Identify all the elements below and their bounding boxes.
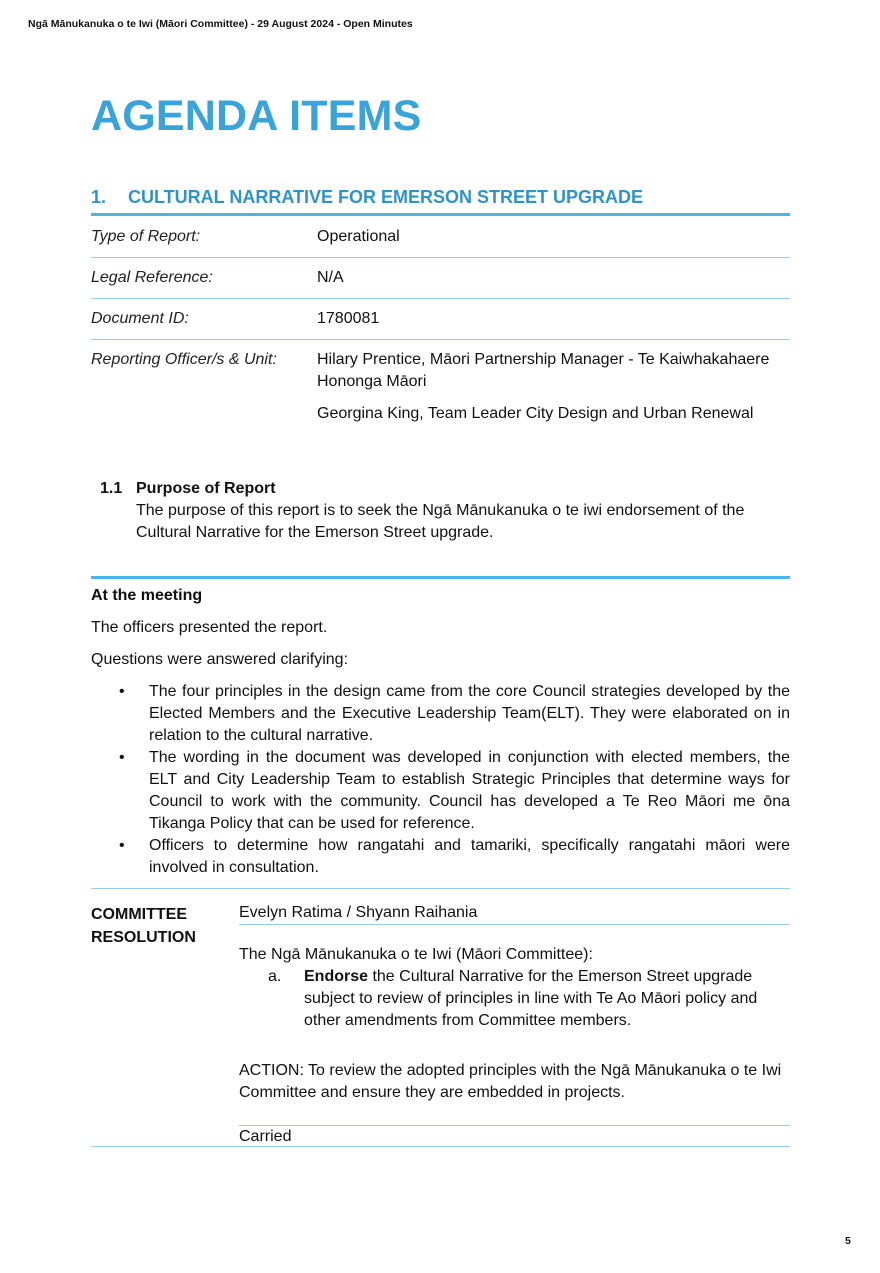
- purpose-section: [100, 478, 790, 544]
- meta-value-text: Operational: [317, 228, 400, 245]
- agenda-title: AGENDA ITEMS: [91, 92, 422, 140]
- meta-row: [91, 217, 790, 258]
- meta-value: [317, 258, 790, 299]
- meta-label: Legal Reference:: [91, 258, 317, 299]
- list-item: [91, 681, 790, 747]
- list-item: [91, 835, 790, 879]
- questions-intro: Questions were answered clarifying:: [91, 651, 349, 668]
- resolution-item: [239, 966, 790, 1032]
- meeting-heading: At the meeting: [91, 587, 203, 604]
- resolution-outcome: Carried: [239, 1128, 292, 1145]
- list-item-text: The wording in the document was developed in conjunction with elected members, the ELT and City Leadership Team to establish Strategic Principles that determine ways for Council to work with the community. Council has developed a Te Reo Māori me ōna Tikanga Policy that can be used for reference.: [149, 749, 790, 832]
- resolution-movers: Evelyn Ratima / Shyann Raihania: [239, 902, 790, 925]
- bullet-icon: •: [119, 683, 125, 700]
- meta-label: Document ID:: [91, 299, 317, 340]
- resolution-label: [91, 903, 231, 949]
- meta-row: [91, 299, 790, 340]
- purpose-heading: [100, 478, 790, 500]
- meta-value-text: N/A: [317, 269, 344, 286]
- resolution-action: ACTION: To review the adopted principles with the Ngā Mānukanuka o te Iwi Committee and ensure they are embedded in projects.: [239, 1062, 782, 1101]
- resolution-committee: The Ngā Mānukanuka o te Iwi (Māori Committee):: [239, 946, 593, 963]
- purpose-number: 1.1: [100, 480, 123, 497]
- resolution-body: [239, 944, 790, 1104]
- meta-value-text: 1780081: [317, 310, 380, 327]
- questions-list: [91, 681, 790, 879]
- resolution-top-rule: [91, 888, 790, 889]
- resolution-item-text: the Cultural Narrative for the Emerson Street upgrade subject to review of principles in line with Te Ao Māori policy and other amendments from Committee members.: [304, 968, 758, 1029]
- list-item-text: Officers to determine how rangatahi and tamariki, specifically rangatahi māori were involved in consultation.: [149, 837, 790, 876]
- page-number: 5: [845, 1235, 851, 1247]
- running-header: Ngā Mānukanuka o te Iwi (Māori Committee) - 29 August 2024 - Open Minutes: [28, 18, 413, 30]
- bullet-icon: •: [119, 837, 125, 854]
- meta-row: [91, 340, 790, 435]
- meta-row: [91, 258, 790, 299]
- list-item-text: The four principles in the design came from the core Council strategies developed by the Elected Members and the Executive Leadership Team(ELT). They were elaborated on in relation to the cultural narrative.: [149, 683, 790, 744]
- resolution-label-line: COMMITTEE: [91, 906, 187, 923]
- meta-label: Reporting Officer/s & Unit:: [91, 351, 277, 368]
- purpose-title: Purpose of Report: [136, 480, 276, 497]
- meta-value: [317, 340, 790, 435]
- report-meta-table: [91, 217, 790, 434]
- item-number: 1.: [91, 187, 107, 207]
- carried-rule: [239, 1125, 790, 1126]
- meta-value: [317, 299, 790, 340]
- meta-value-text: Georgina King, Team Leader City Design and Urban Renewal: [317, 405, 754, 422]
- purpose-text: The purpose of this report is to seek the Ngā Mānukanuka o te iwi endorsement of the Cultural Narrative for the Emerson Street upgrade.: [136, 502, 745, 541]
- item-title: CULTURAL NARRATIVE FOR EMERSON STREET UPGRADE: [128, 187, 644, 207]
- resolution-label-line: RESOLUTION: [91, 929, 196, 946]
- item-heading: [91, 187, 790, 216]
- resolution-item-verb: Endorse: [304, 968, 369, 985]
- meeting-intro: The officers presented the report.: [91, 619, 328, 636]
- resolution-bottom-rule: [91, 1146, 790, 1147]
- meeting-section: [91, 585, 790, 879]
- meta-value-text: Hilary Prentice, Māori Partnership Manager - Te Kaiwhakahaere Hononga Māori: [317, 351, 770, 390]
- section-divider: [91, 576, 790, 579]
- bullet-icon: •: [119, 749, 125, 766]
- resolution-item-letter: a.: [268, 968, 282, 985]
- list-item: [91, 747, 790, 835]
- meta-value: [317, 217, 790, 258]
- meta-label: Type of Report:: [91, 217, 317, 258]
